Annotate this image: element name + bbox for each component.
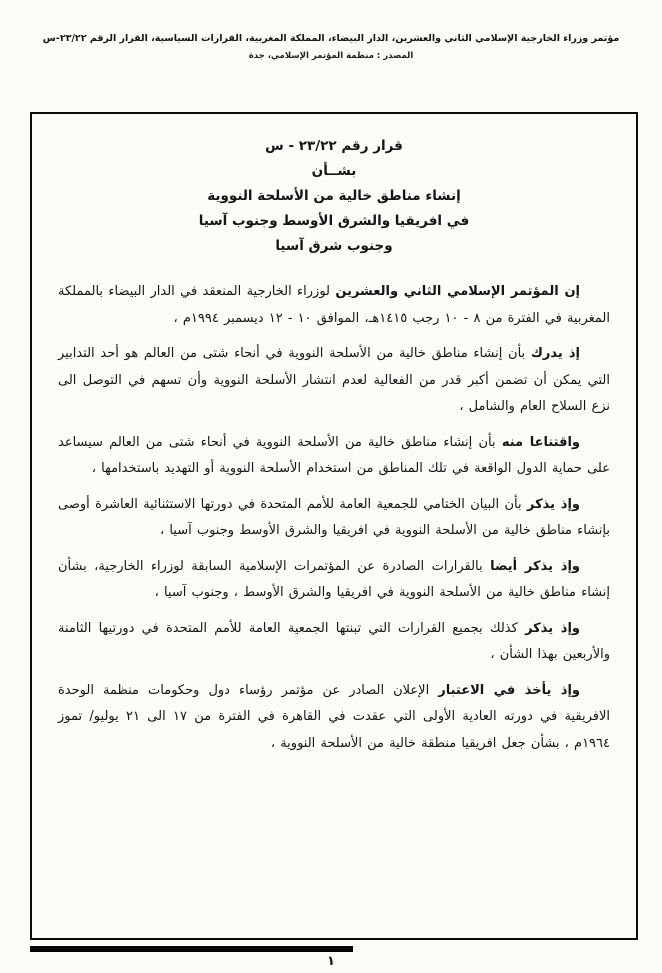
title-regarding: بشــأن [311, 163, 357, 179]
paragraph-lead: وإذ يذكر أيضا [490, 558, 580, 574]
header-source-line: المصدر : منظمة المؤتمر الإسلامي، جدة [248, 51, 414, 61]
paragraph-text: بأن إنشاء مناطق خالية من الأسلحة النووية في أنحاء شتى من العالم سيساعد على حماية الدول الواقعة في تلك المناطق من استخدام الأسلحة النووية أو التهديد باستخدامها ، [58, 434, 610, 476]
paragraph-recognizing [58, 341, 610, 421]
paragraph-text: لوزراء الخارجية المنعقد في الدار البيضاء بالمملكة المغربية في الفترة من ٨ - ١٠ رجب ١٤١٥هـ، الموافق ١٠ - ١٢ ديسمبر ١٩٩٤م ، [58, 284, 610, 326]
paragraph-text: بالقرارات الصادرة عن المؤتمرات الإسلامية السابقة لوزراء الخارجية، بشأن إنشاء مناطق خالية من الأسلحة النووية في افريقيا والشرق الأوسط ، وجنوب آسيا ، [58, 558, 610, 600]
paragraph-convinced [58, 430, 610, 483]
resolution-body [58, 279, 610, 757]
paragraph-lead: وإذ يذكر [527, 496, 580, 512]
paragraph-recalling-further [58, 616, 610, 669]
paragraph-lead: وإذ يأخذ في الاعتبار [438, 682, 580, 698]
document-header [0, 32, 662, 61]
paragraph-recalling [58, 492, 610, 545]
header-conference-line: مؤتمر وزراء الخارجية الإسلامي الثاني والعشرين، الدار البيضاء، المملكة المغربية، القرارات السياسية، القرار الرقم ٢٣/٢٢-س [42, 33, 620, 44]
paragraph-lead: وإذ يذكر [525, 620, 580, 636]
title-subject-line-1: إنشاء مناطق خالية من الأسلحة النووية [207, 188, 461, 204]
footer-rule [30, 946, 353, 952]
title-subject-line-3: وجنوب شرق آسيا [275, 238, 393, 254]
paragraph-text: بأن إنشاء مناطق خالية من الأسلحة النووية في أنحاء شتى من العالم هو أحد التدابير التي يمكن أن تضمن أكبر قدر من الفعالية لعدم انتشار الأسلحة النووية وأن تسهم في التوصل الى نزع السلاح العام والشامل ، [58, 346, 610, 414]
paragraph-text: بأن البيان الختامي للجمعية العامة للأمم المتحدة في دورتها الاستثنائية العاشرة أوصى بإنشاء مناطق خالية من الأسلحة النووية في افريقيا والشرق الأوسط وجنوب آسيا ، [58, 496, 610, 538]
resolution-number: قرار رقم ٢٣/٢٢ - س [265, 138, 403, 154]
paragraph-text: كذلك بجميع القرارات التي تبنتها الجمعية العامة للأمم المتحدة في دورتيها الثامنة والأربعين بهذا الشأن ، [58, 620, 610, 662]
page-number: ١ [327, 954, 335, 969]
title-subject-line-2: في افريقيا والشرق الأوسط وجنوب آسيا [198, 213, 470, 229]
paragraph-text: الإعلان الصادر عن مؤتمر رؤساء دول وحكومات منظمة الوحدة الافريقية في دورته العادية الأولى التي عقدت في القاهرة في الفترة من ١٧ الى ٢١ يوليو/ تموز ١٩٦٤م ، بشأن جعل افريقيا منطقة خالية من الأسلحة النووية ، [58, 682, 610, 751]
paragraph-preamble [58, 279, 610, 332]
paragraph-recalling-also [58, 554, 610, 607]
document-frame [30, 112, 638, 940]
paragraph-lead: إن المؤتمر الإسلامي الثاني والعشرين [335, 284, 580, 299]
paragraph-lead: واقتناعا منه [501, 434, 580, 450]
resolution-title-block [58, 134, 610, 259]
paragraph-lead: إذ يدرك [530, 346, 580, 361]
paragraph-taking-into-account [58, 678, 610, 758]
